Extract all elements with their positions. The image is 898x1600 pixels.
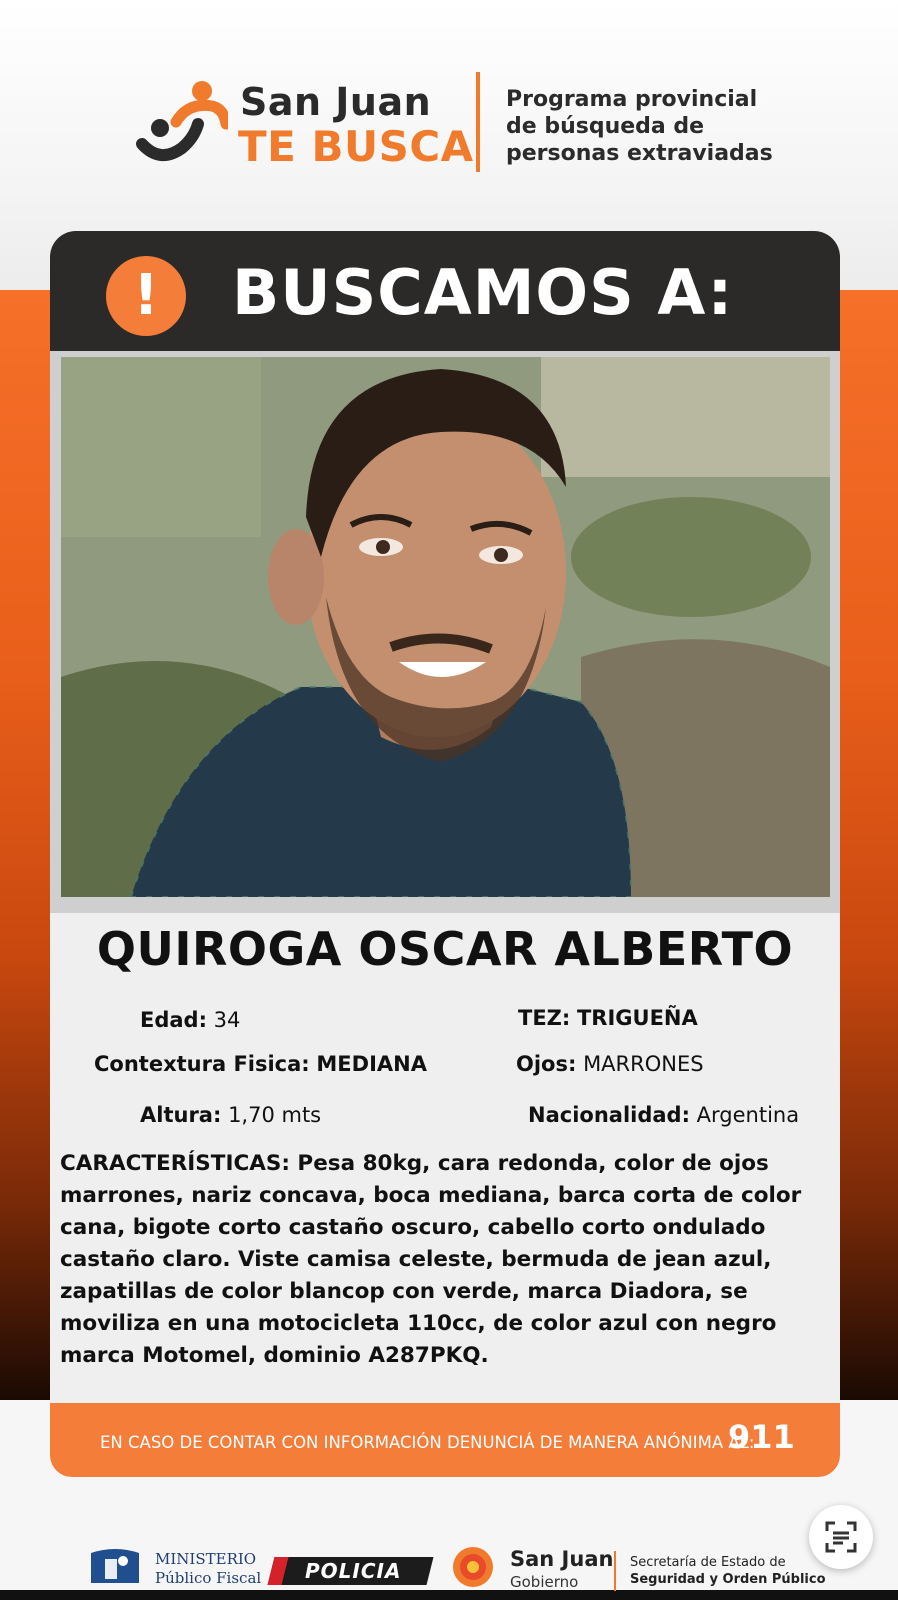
san-juan-gobierno-logo-icon <box>451 1545 495 1589</box>
policia-text: POLICIA <box>305 1559 402 1583</box>
program-line-2: de búsqueda de <box>506 114 705 139</box>
san-juan-te-busca-logo-icon <box>136 78 228 164</box>
program-line-1: Programa provincial <box>506 87 758 112</box>
nationality-label: Nacionalidad: <box>528 1103 690 1127</box>
eyes-value: MARRONES <box>583 1052 704 1076</box>
bottom-edge <box>0 1590 898 1600</box>
emergency-number: 911 <box>728 1418 795 1456</box>
scan-text-button[interactable] <box>809 1505 873 1569</box>
build-value: MEDIANA <box>316 1052 427 1076</box>
ministerio-logo-icon <box>89 1545 141 1585</box>
alert-icon: ! <box>106 256 186 336</box>
secretaria-text <box>630 1554 826 1588</box>
build-label: Contextura Fisica: <box>94 1052 310 1076</box>
secretaria-line-1: Secretaría de Estado de <box>630 1555 786 1570</box>
age-value: 34 <box>213 1008 241 1032</box>
missing-person-photo <box>61 357 830 897</box>
height-label: Altura: <box>140 1103 222 1127</box>
ministerio-line-2: Público Fiscal <box>155 1569 262 1587</box>
brand-line-1: San Juan <box>240 80 432 124</box>
skin-value: TRIGUEÑA <box>576 1006 698 1030</box>
skin-label: TEZ: <box>518 1006 571 1030</box>
eyes-label: Ojos: <box>516 1052 577 1076</box>
skin-field <box>518 1006 698 1030</box>
headline: BUSCAMOS A: <box>232 256 734 329</box>
age-field <box>140 1008 240 1032</box>
contact-text: EN CASO DE CONTAR CON INFORMACIÓN DENUNCIÁ DE MANERA ANÓNIMA AL: <box>100 1433 755 1452</box>
height-value: 1,70 mts <box>228 1103 322 1127</box>
header-divider <box>476 72 480 172</box>
sponsor-divider <box>614 1551 616 1591</box>
build-field <box>94 1052 427 1076</box>
program-line-3: personas extraviadas <box>506 141 773 166</box>
scan-text-icon <box>809 1505 873 1569</box>
portrait-illustration <box>61 357 830 897</box>
ministerio-text <box>155 1550 261 1588</box>
eyes-field <box>516 1052 704 1076</box>
brand-line-2: TE BUSCA <box>238 122 474 171</box>
program-description <box>506 86 773 167</box>
nationality-value: Argentina <box>696 1103 800 1127</box>
san-juan-sub: Gobierno <box>510 1573 579 1591</box>
nationality-field <box>528 1103 799 1127</box>
secretaria-line-2: Seguridad y Orden Público <box>630 1572 826 1587</box>
height-field <box>140 1103 321 1127</box>
san-juan-name: San Juan <box>510 1547 614 1571</box>
age-label: Edad: <box>140 1008 207 1032</box>
person-name: QUIROGA OSCAR ALBERTO <box>96 922 794 976</box>
ministerio-line-1: MINISTERIO <box>155 1550 257 1568</box>
characteristics-text: CARACTERÍSTICAS: Pesa 80kg, cara redonda, color de ojos marrones, nariz concava, boca mediana, barca corta de color cana, bigote corto castaño oscuro, cabello corto ondulado castaño claro. Viste camisa celeste, bermuda de jean azul, zapatillas de color blancop con verde, marca Diadora, se moviliza en una motocicleta 110cc, de color azul con negro marca Motomel, dominio A287PKQ. <box>60 1151 802 1368</box>
